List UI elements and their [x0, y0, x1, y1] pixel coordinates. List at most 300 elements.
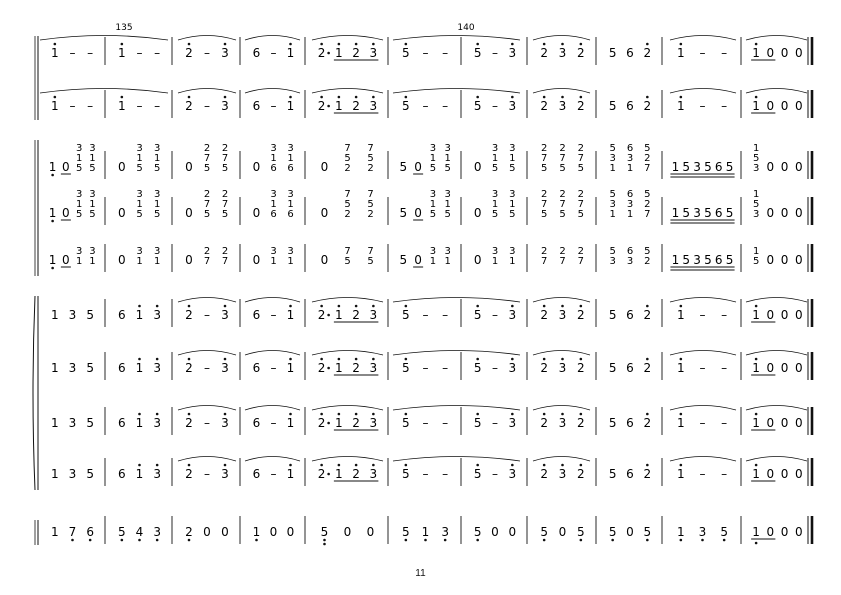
chord-note: 6	[626, 143, 634, 154]
note: 1	[752, 416, 760, 430]
chord-note: 5	[344, 256, 351, 267]
octave-dot	[561, 305, 564, 308]
octave-dot	[51, 174, 54, 177]
dash: –	[721, 416, 728, 430]
chord-note: 7	[344, 143, 351, 154]
octave-dot	[188, 358, 191, 361]
note: 0	[766, 206, 775, 220]
note: 2	[317, 416, 326, 430]
chord-note: 5	[644, 189, 651, 200]
note: 3	[508, 467, 517, 481]
chord-note: 1	[444, 153, 451, 164]
note: 2	[540, 308, 548, 322]
note: 0	[185, 206, 193, 220]
measure-number-140: 140	[457, 23, 475, 33]
note: 5	[608, 99, 617, 113]
octave-dot	[476, 539, 479, 542]
chord-note: 2	[577, 246, 585, 257]
chord-note: 1	[491, 199, 499, 210]
augmentation-dot	[327, 314, 330, 317]
note: 5	[86, 308, 94, 322]
note: 0	[286, 525, 295, 539]
octave-dot	[543, 464, 546, 467]
augmentation-dot	[327, 473, 330, 476]
octave-dot	[188, 464, 191, 467]
dash: –	[204, 46, 210, 60]
chord-note: 2	[577, 189, 585, 200]
dash: –	[422, 467, 429, 481]
slur	[245, 406, 300, 411]
note: 1	[677, 416, 685, 430]
slur	[312, 298, 383, 303]
note: 5	[473, 416, 482, 430]
dash: –	[699, 99, 706, 113]
note: 0	[62, 160, 70, 174]
note: 3	[558, 99, 567, 113]
dash: –	[721, 46, 728, 60]
chord-note: 7	[577, 199, 585, 210]
note: 5	[682, 206, 691, 220]
octave-dot	[320, 358, 323, 361]
chord-note: 5	[752, 256, 760, 267]
slur	[178, 457, 236, 462]
slur	[312, 457, 383, 462]
octave-dot	[580, 96, 583, 99]
dash: –	[442, 416, 449, 430]
note: 1	[677, 308, 685, 322]
note: 0	[795, 525, 803, 539]
note: 0	[766, 308, 775, 322]
chord-note: 2	[540, 143, 548, 154]
octave-dot	[156, 464, 159, 467]
slur	[312, 351, 383, 356]
octave-dot	[511, 413, 514, 416]
chord-note: 5	[540, 209, 548, 220]
note: 0	[269, 525, 278, 539]
octave-dot	[289, 96, 292, 99]
note: 1	[421, 525, 430, 539]
chord-note: 5	[153, 209, 161, 220]
chord-note: 3	[444, 143, 451, 154]
chord-note: 5	[491, 163, 499, 174]
slur	[746, 36, 807, 41]
octave-dot	[405, 358, 408, 361]
note: 5	[608, 416, 617, 430]
chord-note: 3	[136, 189, 143, 200]
dash: –	[442, 361, 449, 375]
note: 5	[725, 253, 734, 267]
octave-dot	[372, 96, 375, 99]
chord-note: 1	[491, 153, 499, 164]
note: 1	[677, 467, 685, 481]
dash: –	[721, 308, 728, 322]
chord-note: 3	[752, 209, 760, 220]
note: 3	[68, 308, 77, 322]
note: 1	[752, 361, 760, 375]
chord-note: 2	[367, 209, 374, 220]
note: 6	[252, 361, 261, 375]
octave-dot	[680, 358, 683, 361]
chord-note: 6	[626, 189, 634, 200]
note: 5	[118, 525, 126, 539]
note: 2	[352, 46, 360, 60]
octave-dot	[188, 413, 191, 416]
note: 0	[766, 467, 775, 481]
octave-dot	[224, 305, 227, 308]
chord-note: 1	[752, 189, 760, 200]
chord-note: 1	[429, 199, 437, 210]
chord-note: 3	[270, 189, 277, 200]
octave-dot	[543, 305, 546, 308]
chord-note: 1	[270, 199, 277, 210]
dash: –	[270, 308, 277, 322]
octave-dot	[561, 464, 564, 467]
slur	[312, 89, 383, 94]
note: 0	[343, 525, 352, 539]
note: 1	[286, 308, 295, 322]
chord-note: 2	[203, 189, 211, 200]
octave-dot	[476, 305, 479, 308]
note: 2	[352, 99, 360, 113]
note: 1	[335, 99, 343, 113]
note: 3	[369, 416, 378, 430]
note: 4	[135, 525, 144, 539]
dash: –	[422, 46, 429, 60]
chord-note: 6	[287, 209, 294, 220]
chord-note: 2	[559, 189, 566, 200]
chord-note: 1	[75, 153, 83, 164]
octave-dot	[51, 220, 54, 223]
chord-note: 7	[540, 199, 548, 210]
note: 0	[320, 253, 329, 267]
slur	[40, 89, 168, 94]
octave-dot	[755, 464, 758, 467]
note: 2	[643, 308, 652, 322]
note: 5	[473, 308, 482, 322]
note: 2	[352, 308, 360, 322]
note: 0	[473, 253, 482, 267]
chord-note: 3	[89, 143, 96, 154]
note: 2	[643, 99, 652, 113]
chord-note: 5	[509, 163, 516, 174]
note: 3	[153, 361, 161, 375]
note: 2	[643, 46, 652, 60]
chord-note: 1	[509, 256, 516, 267]
slur	[393, 36, 520, 41]
octave-dot	[188, 539, 191, 542]
dash: –	[442, 46, 449, 60]
slur	[533, 298, 590, 303]
octave-dot	[355, 464, 358, 467]
note: 2	[185, 525, 193, 539]
note: 0	[252, 206, 261, 220]
octave-dot	[138, 539, 141, 542]
note: 5	[473, 525, 482, 539]
octave-dot	[511, 464, 514, 467]
chord-note: 7	[203, 199, 211, 210]
octave-dot	[561, 358, 564, 361]
chord-note: 5	[136, 163, 143, 174]
note: 3	[693, 160, 701, 174]
slur	[533, 457, 590, 462]
note: 0	[366, 525, 375, 539]
octave-dot	[405, 539, 408, 542]
note: 3	[441, 525, 449, 539]
octave-dot	[121, 539, 124, 542]
octave-dot	[320, 413, 323, 416]
note: 0	[185, 160, 193, 174]
chord-note: 7	[367, 189, 374, 200]
octave-dot	[405, 413, 408, 416]
note: 0	[252, 253, 261, 267]
chord-note: 1	[75, 256, 83, 267]
note: 5	[402, 467, 410, 481]
octave-dot	[755, 305, 758, 308]
dash: –	[154, 46, 161, 60]
note: 2	[540, 99, 548, 113]
chord-note: 1	[153, 153, 161, 164]
note: 3	[698, 525, 707, 539]
chord-note: 7	[540, 256, 548, 267]
note: 0	[795, 253, 803, 267]
slur	[670, 89, 736, 94]
chord-note: 1	[89, 199, 96, 210]
octave-dot	[338, 43, 341, 46]
note: 0	[626, 525, 634, 539]
octave-dot	[543, 96, 546, 99]
chord-note: 5	[367, 256, 374, 267]
dash: –	[422, 99, 429, 113]
octave-dot	[320, 464, 323, 467]
octave-dot	[646, 305, 649, 308]
note: 0	[62, 206, 70, 220]
note: 1	[671, 253, 680, 267]
octave-dot	[476, 464, 479, 467]
chord-note: 2	[644, 153, 651, 164]
note: 5	[473, 361, 482, 375]
bracket	[33, 296, 35, 490]
chord-note: 5	[203, 209, 211, 220]
octave-dot	[156, 539, 159, 542]
note: 5	[473, 46, 482, 60]
chord-note: 7	[367, 246, 374, 257]
slur	[670, 406, 736, 411]
note: 1	[51, 467, 59, 481]
chord-note: 3	[429, 143, 437, 154]
slur	[393, 351, 520, 356]
chord-note: 7	[540, 153, 548, 164]
note: 3	[221, 361, 229, 375]
note: 0	[558, 525, 567, 539]
note: 5	[402, 46, 410, 60]
dash: –	[442, 99, 449, 113]
chord-note: 5	[491, 209, 499, 220]
note: 6	[252, 308, 261, 322]
chord-note: 7	[644, 209, 651, 220]
measure-number-135: 135	[115, 23, 133, 33]
chord-note: 3	[153, 246, 161, 257]
note: 5	[643, 525, 652, 539]
chord-note: 1	[626, 209, 634, 220]
octave-dot	[289, 43, 292, 46]
note: 6	[626, 416, 634, 430]
note: 3	[508, 361, 517, 375]
note: 6	[86, 525, 94, 539]
note: 0	[766, 99, 775, 113]
note: 0	[252, 160, 261, 174]
octave-dot	[405, 305, 408, 308]
chord-note: 1	[444, 256, 451, 267]
dash: –	[699, 308, 706, 322]
dash: –	[154, 99, 161, 113]
note: 0	[320, 206, 329, 220]
dash: –	[492, 46, 498, 60]
chord-note: 3	[270, 246, 277, 257]
dash: –	[492, 361, 498, 375]
chord-note: 1	[89, 153, 96, 164]
octave-dot	[289, 305, 292, 308]
note: 0	[780, 160, 789, 174]
octave-dot	[476, 43, 479, 46]
note: 0	[766, 46, 775, 60]
note: 1	[51, 525, 59, 539]
chord-note: 3	[270, 143, 277, 154]
octave-dot	[611, 539, 614, 542]
slur	[312, 406, 383, 411]
octave-dot	[646, 464, 649, 467]
note: 2	[317, 99, 326, 113]
chord-note: 3	[287, 246, 294, 257]
chord-note: 7	[577, 256, 585, 267]
octave-dot	[138, 358, 141, 361]
octave-dot	[255, 539, 258, 542]
chord-note: 5	[559, 163, 566, 174]
chord-note: 3	[136, 143, 143, 154]
octave-dot	[156, 305, 159, 308]
chord-note: 2	[644, 199, 651, 210]
note: 3	[558, 467, 567, 481]
note: 3	[369, 99, 378, 113]
chord-note: 1	[609, 209, 616, 220]
chord-note: 3	[752, 163, 760, 174]
octave-dot	[511, 358, 514, 361]
note: 0	[491, 525, 499, 539]
note: 6	[626, 308, 634, 322]
octave-dot	[320, 305, 323, 308]
octave-dot	[755, 542, 758, 545]
note: 0	[221, 525, 229, 539]
note: 1	[335, 308, 343, 322]
slur	[393, 457, 520, 462]
note: 0	[62, 253, 70, 267]
note: 1	[335, 467, 343, 481]
octave-dot	[338, 358, 341, 361]
chord-note: 3	[609, 199, 616, 210]
octave-dot	[444, 539, 447, 542]
note: 1	[752, 525, 760, 539]
note: 2	[540, 416, 548, 430]
note: 5	[399, 206, 408, 220]
chord-note: 1	[153, 199, 161, 210]
octave-dot	[224, 358, 227, 361]
octave-dot	[755, 96, 758, 99]
slur	[670, 351, 736, 356]
chord-note: 3	[136, 246, 143, 257]
chord-note: 3	[491, 189, 499, 200]
chord-note: 5	[367, 153, 374, 164]
chord-note: 3	[429, 246, 437, 257]
note: 0	[795, 361, 803, 375]
chord-note: 2	[367, 163, 374, 174]
note: 0	[766, 525, 775, 539]
note: 0	[780, 467, 789, 481]
chord-note: 7	[559, 199, 566, 210]
note: 3	[693, 206, 701, 220]
augmentation-dot	[327, 52, 330, 55]
chord-note: 5	[203, 163, 211, 174]
note: 3	[693, 253, 701, 267]
chord-note: 3	[429, 189, 437, 200]
note: 3	[558, 308, 567, 322]
octave-dot	[338, 305, 341, 308]
dash: –	[442, 467, 449, 481]
octave-dot	[51, 267, 54, 270]
dash: –	[492, 416, 498, 430]
note: 5	[86, 467, 94, 481]
dash: –	[721, 99, 728, 113]
note: 0	[795, 99, 803, 113]
octave-dot	[680, 539, 683, 542]
octave-dot	[338, 464, 341, 467]
note: 5	[608, 361, 617, 375]
note: 2	[540, 361, 548, 375]
note: 5	[704, 206, 712, 220]
octave-dot	[561, 96, 564, 99]
note: 1	[51, 46, 59, 60]
dash: –	[270, 467, 277, 481]
chord-note: 1	[287, 256, 294, 267]
note: 5	[402, 308, 410, 322]
octave-dot	[580, 539, 583, 542]
chord-note: 5	[644, 246, 651, 257]
note: 2	[577, 416, 585, 430]
chord-note: 3	[75, 143, 83, 154]
octave-dot	[156, 358, 159, 361]
note: 1	[671, 160, 680, 174]
note: 6	[118, 416, 126, 430]
chord-note: 5	[577, 209, 585, 220]
dash: –	[87, 99, 94, 113]
note: 0	[203, 525, 211, 539]
chord-note: 2	[577, 143, 585, 154]
octave-dot	[580, 464, 583, 467]
octave-dot	[580, 358, 583, 361]
slur	[178, 89, 236, 94]
octave-dot	[289, 464, 292, 467]
slur	[245, 351, 300, 356]
chord-note: 7	[367, 143, 374, 154]
note: 3	[369, 361, 378, 375]
octave-dot	[476, 358, 479, 361]
octave-dot	[424, 539, 427, 542]
note: 3	[221, 467, 229, 481]
chord-note: 7	[221, 199, 229, 210]
dash: –	[699, 467, 706, 481]
note: 5	[473, 99, 482, 113]
chord-note: 5	[136, 209, 143, 220]
note: 0	[780, 416, 789, 430]
chord-note: 1	[509, 153, 516, 164]
